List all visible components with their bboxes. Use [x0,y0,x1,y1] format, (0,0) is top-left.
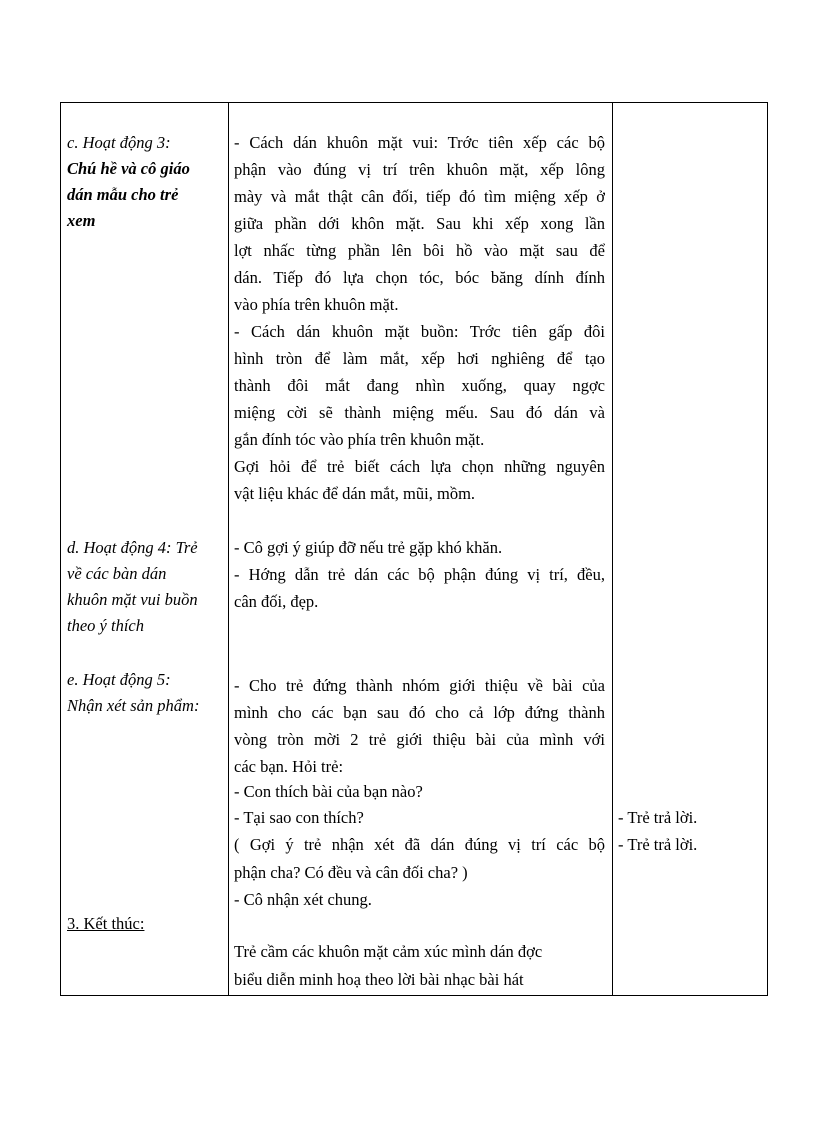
activity-e-content-line: vòng tròn mời 2 trẻ giới thiệu bài của mình với [234,730,605,749]
activity-c-content-line: thành đôi mắt đang nhìn xuống, quay ngợc [234,376,605,395]
lesson-plan-table [60,102,768,996]
activity-c-title-line: Chú hề và cô giáo [67,159,190,178]
activity-c-content-line: vào phía trên khuôn mặt. [234,295,399,314]
activity-e-response: - Trẻ trả lời. [618,808,698,827]
activity-c-heading: c. Hoạt động 3: [67,133,171,152]
activity-e-content-line: - Tại sao con thích? [234,808,364,827]
activity-c-content-line: hình tròn để làm mắt, xếp hơi nghiêng để tạo [234,349,605,368]
activity-e-title-line: e. Hoạt động 5: [67,670,171,689]
ending-content-line: biểu diễn minh hoạ theo lời bài nhạc bài hát [234,970,524,989]
activity-e-content-line: phận cha? Có đều và cân đối cha? ) [234,863,468,882]
activity-c-content-line: dán. Tiếp đó lựa chọn tóc, bóc băng dính đính [234,268,605,287]
activity-c-content-line: - Cách dán khuôn mặt buồn: Trớc tiên gấp đôi [234,322,605,341]
activity-e-content-line: - Cho trẻ đứng thành nhóm giới thiệu về bài của [234,676,605,695]
activity-c-content-line: gắn đính tóc vào phía trên khuôn mặt. [234,430,485,449]
activity-e-title-line: Nhận xét sản phẩm: [67,696,200,715]
activity-c-content-line: vật liệu khác để dán mắt, mũi, mồm. [234,484,476,503]
activity-c-content-line: Gợi hỏi để trẻ biết cách lựa chọn những nguyên [234,457,605,476]
activity-d-content-line: - Hớng dẫn trẻ dán các bộ phận đúng vị trí, đều, [234,565,605,584]
activity-c-content-line: lợt nhấc từng phần lên bôi hồ vào mặt sau để [234,241,605,260]
activity-d-title-line: về các bàn dán [67,564,167,583]
activity-d-content-line: - Cô gợi ý giúp đỡ nếu trẻ gặp khó khăn. [234,538,503,557]
activity-e-content-line: các bạn. Hỏi trẻ: [234,757,344,776]
activity-e-content-line: mình cho các bạn sau đó cho cả lớp đứng thành [234,703,605,722]
activity-e-response: - Trẻ trả lời. [618,835,698,854]
activity-c-title-line: xem [67,211,96,230]
activity-e-content-line: ( Gợi ý trẻ nhận xét đã dán đúng vị trí các bộ [234,835,605,854]
activity-e-content-line: - Cô nhận xét chung. [234,890,372,909]
activity-e-content-line: - Con thích bài của bạn nào? [234,782,423,801]
activity-c-content-line: miệng cời sẽ thành miệng mếu. Sau đó dán và [234,403,605,422]
activity-c-content-line: - Cách dán khuôn mặt vui: Trớc tiên xếp các bộ [234,133,605,152]
activity-c-content-line: giữa phần dới khôn mặt. Sau khi xếp xong lần [234,214,605,233]
activity-d-title-line: theo ý thích [67,616,144,635]
activity-d-content-line: cân đối, đẹp. [234,592,319,611]
activity-c-content-line: mày và mắt thật cân đối, tiếp đó tìm miệng xếp ở [234,187,605,206]
column-divider-left [228,103,229,995]
activity-c-content-line: phận vào đúng vị trí trên khuôn mặt, xếp lông [234,160,605,179]
activity-d-title-line: khuôn mặt vui buồn [67,590,198,609]
activity-c-title-line: dán mẫu cho trẻ [67,185,179,204]
ending-heading: 3. Kết thúc: [67,914,145,933]
ending-content-line: Trẻ cầm các khuôn mặt cảm xúc mình dán đợc [234,942,543,961]
activity-d-title-line: d. Hoạt động 4: Trẻ [67,538,198,557]
column-divider-right [612,103,613,995]
